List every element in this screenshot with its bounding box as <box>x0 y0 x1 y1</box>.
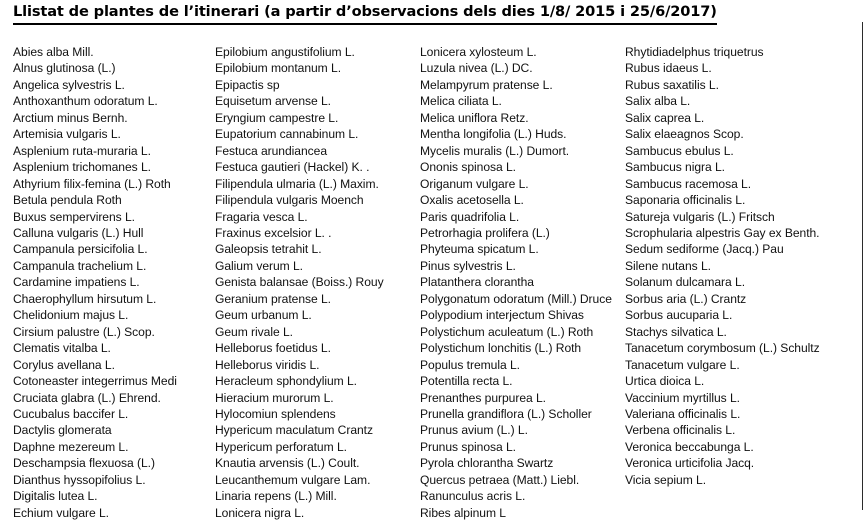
species-list-item: Angelica sylvestris L. <box>13 77 125 92</box>
species-list-item: Dactylis glomerata <box>13 423 112 438</box>
species-list-item: Lonicera nigra L. <box>215 505 305 520</box>
species-list-item: Luzula nivea (L.) DC. <box>420 61 533 76</box>
species-list-item: Calluna vulgaris (L.) Hull <box>13 225 144 240</box>
species-list-item: Polystichum aculeatum (L.) Roth <box>420 324 594 339</box>
species-list-item: Valeriana officinalis L. <box>625 406 741 421</box>
species-list-item: Festuca gautieri (Hackel) K. . <box>215 160 370 175</box>
species-column-2 <box>205 44 410 520</box>
species-list-item: Salix caprea L. <box>625 110 705 125</box>
species-list-item: Salix elaeagnos Scop. <box>625 127 744 142</box>
species-list-item: Cardamine impatiens L. <box>13 275 140 290</box>
species-list-item: Ononis spinosa L. <box>420 160 516 175</box>
species-list-item: Helleborus foetidus L. <box>215 341 331 356</box>
species-list-item: Betula pendula Roth <box>13 193 122 208</box>
species-list-item: Asplenium trichomanes L. <box>13 160 151 175</box>
species-list-item: Vicia sepium L. <box>625 472 707 487</box>
species-list-item: Hieracium murorum L. <box>215 390 334 405</box>
species-list-item: Campanula trachelium L. <box>13 258 147 273</box>
species-list-item: Prunus spinosa L. <box>420 439 516 454</box>
species-list-item: Galeopsis tetrahit L. <box>215 242 322 257</box>
species-list-item: Ranunculus acris L. <box>420 489 526 504</box>
species-list-item: Sambucus racemosa L. <box>625 176 752 191</box>
species-list-item: Prenanthes purpurea L. <box>420 390 546 405</box>
species-list-item: Mentha longifolia (L.) Huds. <box>420 127 567 142</box>
species-list-item: Filipendula vulgaris Moench <box>215 193 364 208</box>
species-list-item: Genista balansae (Boiss.) Rouy <box>215 275 384 290</box>
species-list-item: Helleborus viridis L. <box>215 357 320 372</box>
species-list-item: Paris quadrifolia L. <box>420 209 520 224</box>
species-list-item: Filipendula ulmaria (L.) Maxim. <box>215 176 379 191</box>
species-list-item: Pyrola chlorantha Swartz <box>420 456 554 471</box>
species-list-item: Prunus avium (L.) L. <box>420 423 528 438</box>
species-list-item: Eryngium campestre L. <box>215 110 339 125</box>
species-column-4 <box>615 44 863 506</box>
species-list-item: Asplenium ruta-muraria L. <box>13 143 151 158</box>
species-list-item: Sambucus ebulus L. <box>625 143 734 158</box>
species-list-item: Digitalis lutea L. <box>13 489 98 504</box>
species-list-item: Polygonatum odoratum (Mill.) Druce <box>420 291 612 306</box>
species-columns-container <box>0 44 863 520</box>
species-list-item: Sorbus aria (L.) Crantz <box>625 291 747 306</box>
species-list-item: Potentilla recta L. <box>420 374 513 389</box>
species-list-item: Polystichum lonchitis (L.) Roth <box>420 341 582 356</box>
species-list-item: Leucanthemum vulgare Lam. <box>215 472 371 487</box>
species-list-item: Equisetum arvense L. <box>215 94 331 109</box>
species-list-item: Populus tremula L. <box>420 357 520 372</box>
species-list-item: Fragaria vesca L. <box>215 209 308 224</box>
species-column-3 <box>410 44 615 520</box>
species-list-item: Epilobium montanum L. <box>215 61 341 76</box>
species-list-item: Knautia arvensis (L.) Coult. <box>215 456 360 471</box>
species-list-item: Melica uniflora Retz. <box>420 110 529 125</box>
species-list-item: Buxus sempervirens L. <box>13 209 135 224</box>
species-list-item: Fraxinus excelsior L. . <box>215 225 332 240</box>
species-list-item: Chaerophyllum hirsutum L. <box>13 291 157 306</box>
species-list-item: Cucubalus baccifer L. <box>13 406 129 421</box>
species-list-item: Sambucus nigra L. <box>625 160 725 175</box>
species-list-item: Scrophularia alpestris Gay ex Benth. <box>625 225 820 240</box>
species-list-item: Rubus idaeus L. <box>625 61 712 76</box>
species-list-item: Arctium minus Bernh. <box>13 110 128 125</box>
species-list-item: Rhytidiadelphus triquetrus <box>625 45 764 59</box>
species-list-item: Veronica urticifolia Jacq. <box>625 456 755 471</box>
species-list-item: Deschampsia flexuosa (L.) <box>13 456 155 471</box>
species-list-item: Hypericum maculatum Crantz <box>215 423 373 438</box>
species-list-item: Hylocomiun splendens <box>215 406 336 421</box>
species-list-item: Cirsium palustre (L.) Scop. <box>13 324 155 339</box>
species-list-item: Urtica dioica L. <box>625 374 705 389</box>
species-list-item: Cotoneaster integerrimus Medi <box>13 374 177 389</box>
species-list-item: Alnus glutinosa (L.) <box>13 61 116 76</box>
species-list-item: Melampyrum pratense L. <box>420 77 553 92</box>
species-list-item: Athyrium filix-femina (L.) Roth <box>13 176 171 191</box>
species-list-item: Rubus saxatilis L. <box>625 77 719 92</box>
species-list-item: Geranium pratense L. <box>215 291 331 306</box>
title-bar <box>13 3 813 27</box>
species-list-item: Linaria repens (L.) Mill. <box>215 489 337 504</box>
species-list-item: Anthoxanthum odoratum L. <box>13 94 158 109</box>
species-list-item: Polypodium interjectum Shivas <box>420 308 584 323</box>
species-list-item: Silene nutans L. <box>625 258 711 273</box>
species-list-item: Petrorhagia prolifera (L.) <box>420 225 550 240</box>
species-list-item: Abies alba Mill. <box>13 45 94 59</box>
species-list-item: Hypericum perforatum L. <box>215 439 347 454</box>
species-list-item: Ribes alpinum L <box>420 505 506 520</box>
species-list-item: Clematis vitalba L. <box>13 341 111 356</box>
species-list-item: Oxalis acetosella L. <box>420 193 524 208</box>
species-list-item: Cruciata glabra (L.) Ehrend. <box>13 390 161 405</box>
species-list-item: Heracleum sphondylium L. <box>215 374 357 389</box>
page-title: Llistat de plantes de l’itinerari (a partir d’observacions dels dies 1/8/ 2015 i 25/6/2017) <box>13 3 717 25</box>
species-list-item: Echium vulgare L. <box>13 505 109 520</box>
species-list-item: Daphne mezereum L. <box>13 439 129 454</box>
species-list-item: Quercus petraea (Matt.) Liebl. <box>420 472 580 487</box>
species-list-item: Dianthus hyssopifolius L. <box>13 472 146 487</box>
species-list-item: Solanum dulcamara L. <box>625 275 746 290</box>
species-list-item: Geum urbanum L. <box>215 308 312 323</box>
species-list-item: Tanacetum corymbosum (L.) Schultz <box>625 341 820 356</box>
species-list-item: Eupatorium cannabinum L. <box>215 127 359 142</box>
species-list-item: Artemisia vulgaris L. <box>13 127 121 142</box>
species-list-item: Lonicera xylosteum L. <box>420 45 537 59</box>
species-list-item: Veronica beccabunga L. <box>625 439 754 454</box>
species-list-item: Melica ciliata L. <box>420 94 502 109</box>
species-list-item: Epilobium angustifolium L. <box>215 45 355 59</box>
species-list-item: Corylus avellana L. <box>13 357 115 372</box>
species-list-item: Sorbus aucuparia L. <box>625 308 733 323</box>
species-list-item: Origanum vulgare L. <box>420 176 529 191</box>
species-list-item: Prunella grandiflora (L.) Scholler <box>420 406 592 421</box>
species-list-item: Mycelis muralis (L.) Dumort. <box>420 143 570 158</box>
species-list-item: Satureja vulgaris (L.) Fritsch <box>625 209 775 224</box>
species-list-item: Salix alba L. <box>625 94 691 109</box>
species-list-item: Galium verum L. <box>215 258 303 273</box>
species-list-item: Campanula persicifolia L. <box>13 242 148 257</box>
species-list-item: Geum rivale L. <box>215 324 293 339</box>
species-list-item: Platanthera clorantha <box>420 275 534 290</box>
species-list-item: Vaccinium myrtillus L. <box>625 390 740 405</box>
species-column-1 <box>0 44 205 520</box>
species-list-item: Festuca arundiancea <box>215 143 327 158</box>
species-list-item: Sedum sediforme (Jacq.) Pau <box>625 242 784 257</box>
species-list-item: Phyteuma spicatum L. <box>420 242 539 257</box>
species-list-item: Stachys silvatica L. <box>625 324 727 339</box>
species-list-item: Pinus sylvestris L. <box>420 258 516 273</box>
species-list-item: Tanacetum vulgare L. <box>625 357 740 372</box>
species-list-item: Saponaria officinalis L. <box>625 193 746 208</box>
species-list-item: Chelidonium majus L. <box>13 308 129 323</box>
species-list-item: Epipactis sp <box>215 77 280 92</box>
species-list-item: Verbena officinalis L. <box>625 423 736 438</box>
